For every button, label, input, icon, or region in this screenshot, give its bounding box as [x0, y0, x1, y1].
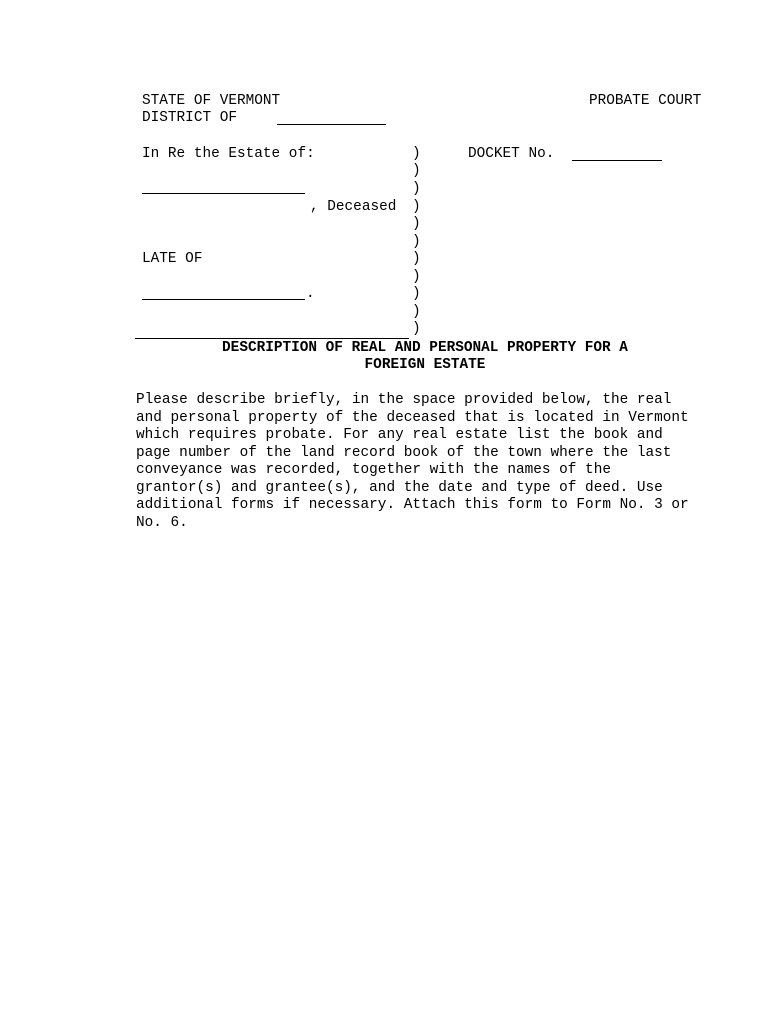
caption-paren: ) — [412, 199, 421, 215]
docket-number-blank-line[interactable] — [572, 160, 662, 161]
late-of-label: LATE OF — [142, 251, 203, 267]
caption-paren: ) — [412, 146, 421, 162]
caption-bottom-line — [135, 338, 409, 339]
caption-paren: ) — [412, 321, 421, 337]
instructions-line: conveyance was recorded, together with the names of the — [136, 462, 611, 478]
instructions-line: page number of the land record book of the town where the last — [136, 444, 672, 461]
district-label: DISTRICT OF — [142, 110, 237, 126]
instructions-line: which requires probate. For any real estate list the book and — [136, 427, 663, 443]
in-re-label: In Re the Estate of: — [142, 146, 315, 162]
court-heading: PROBATE COURT — [589, 93, 702, 109]
caption-paren: ) — [412, 286, 421, 302]
caption-paren: ) — [412, 269, 421, 285]
instructions-line: additional forms if necessary. Attach this form to Form No. 3 or — [136, 497, 689, 513]
state-heading: STATE OF VERMONT — [142, 93, 281, 109]
late-of-blank-line[interactable] — [142, 299, 305, 300]
docket-label: DOCKET No. — [468, 146, 555, 162]
form-title-line-1: DESCRIPTION OF REAL AND PERSONAL PROPERTY FOR A — [222, 340, 628, 356]
instructions-line: No. 6. — [136, 514, 188, 531]
caption-paren: ) — [412, 234, 421, 250]
caption-paren: ) — [412, 216, 421, 232]
district-blank-line[interactable] — [277, 124, 386, 125]
instructions-line: and personal property of the deceased that is located in Vermont — [136, 409, 689, 426]
instructions-line: Please describe briefly, in the space provided below, the real — [136, 392, 672, 408]
decedent-name-blank-line[interactable] — [142, 193, 305, 194]
caption-paren: ) — [412, 163, 421, 179]
caption-paren: ) — [412, 304, 421, 320]
deceased-label: , Deceased — [310, 199, 397, 215]
instructions-line: grantor(s) and grantee(s), and the date and type of deed. Use — [136, 479, 663, 496]
caption-paren: ) — [412, 251, 421, 267]
form-title-line-2: FOREIGN ESTATE — [364, 357, 486, 373]
late-of-period: . — [306, 286, 315, 302]
caption-paren: ) — [412, 181, 421, 197]
